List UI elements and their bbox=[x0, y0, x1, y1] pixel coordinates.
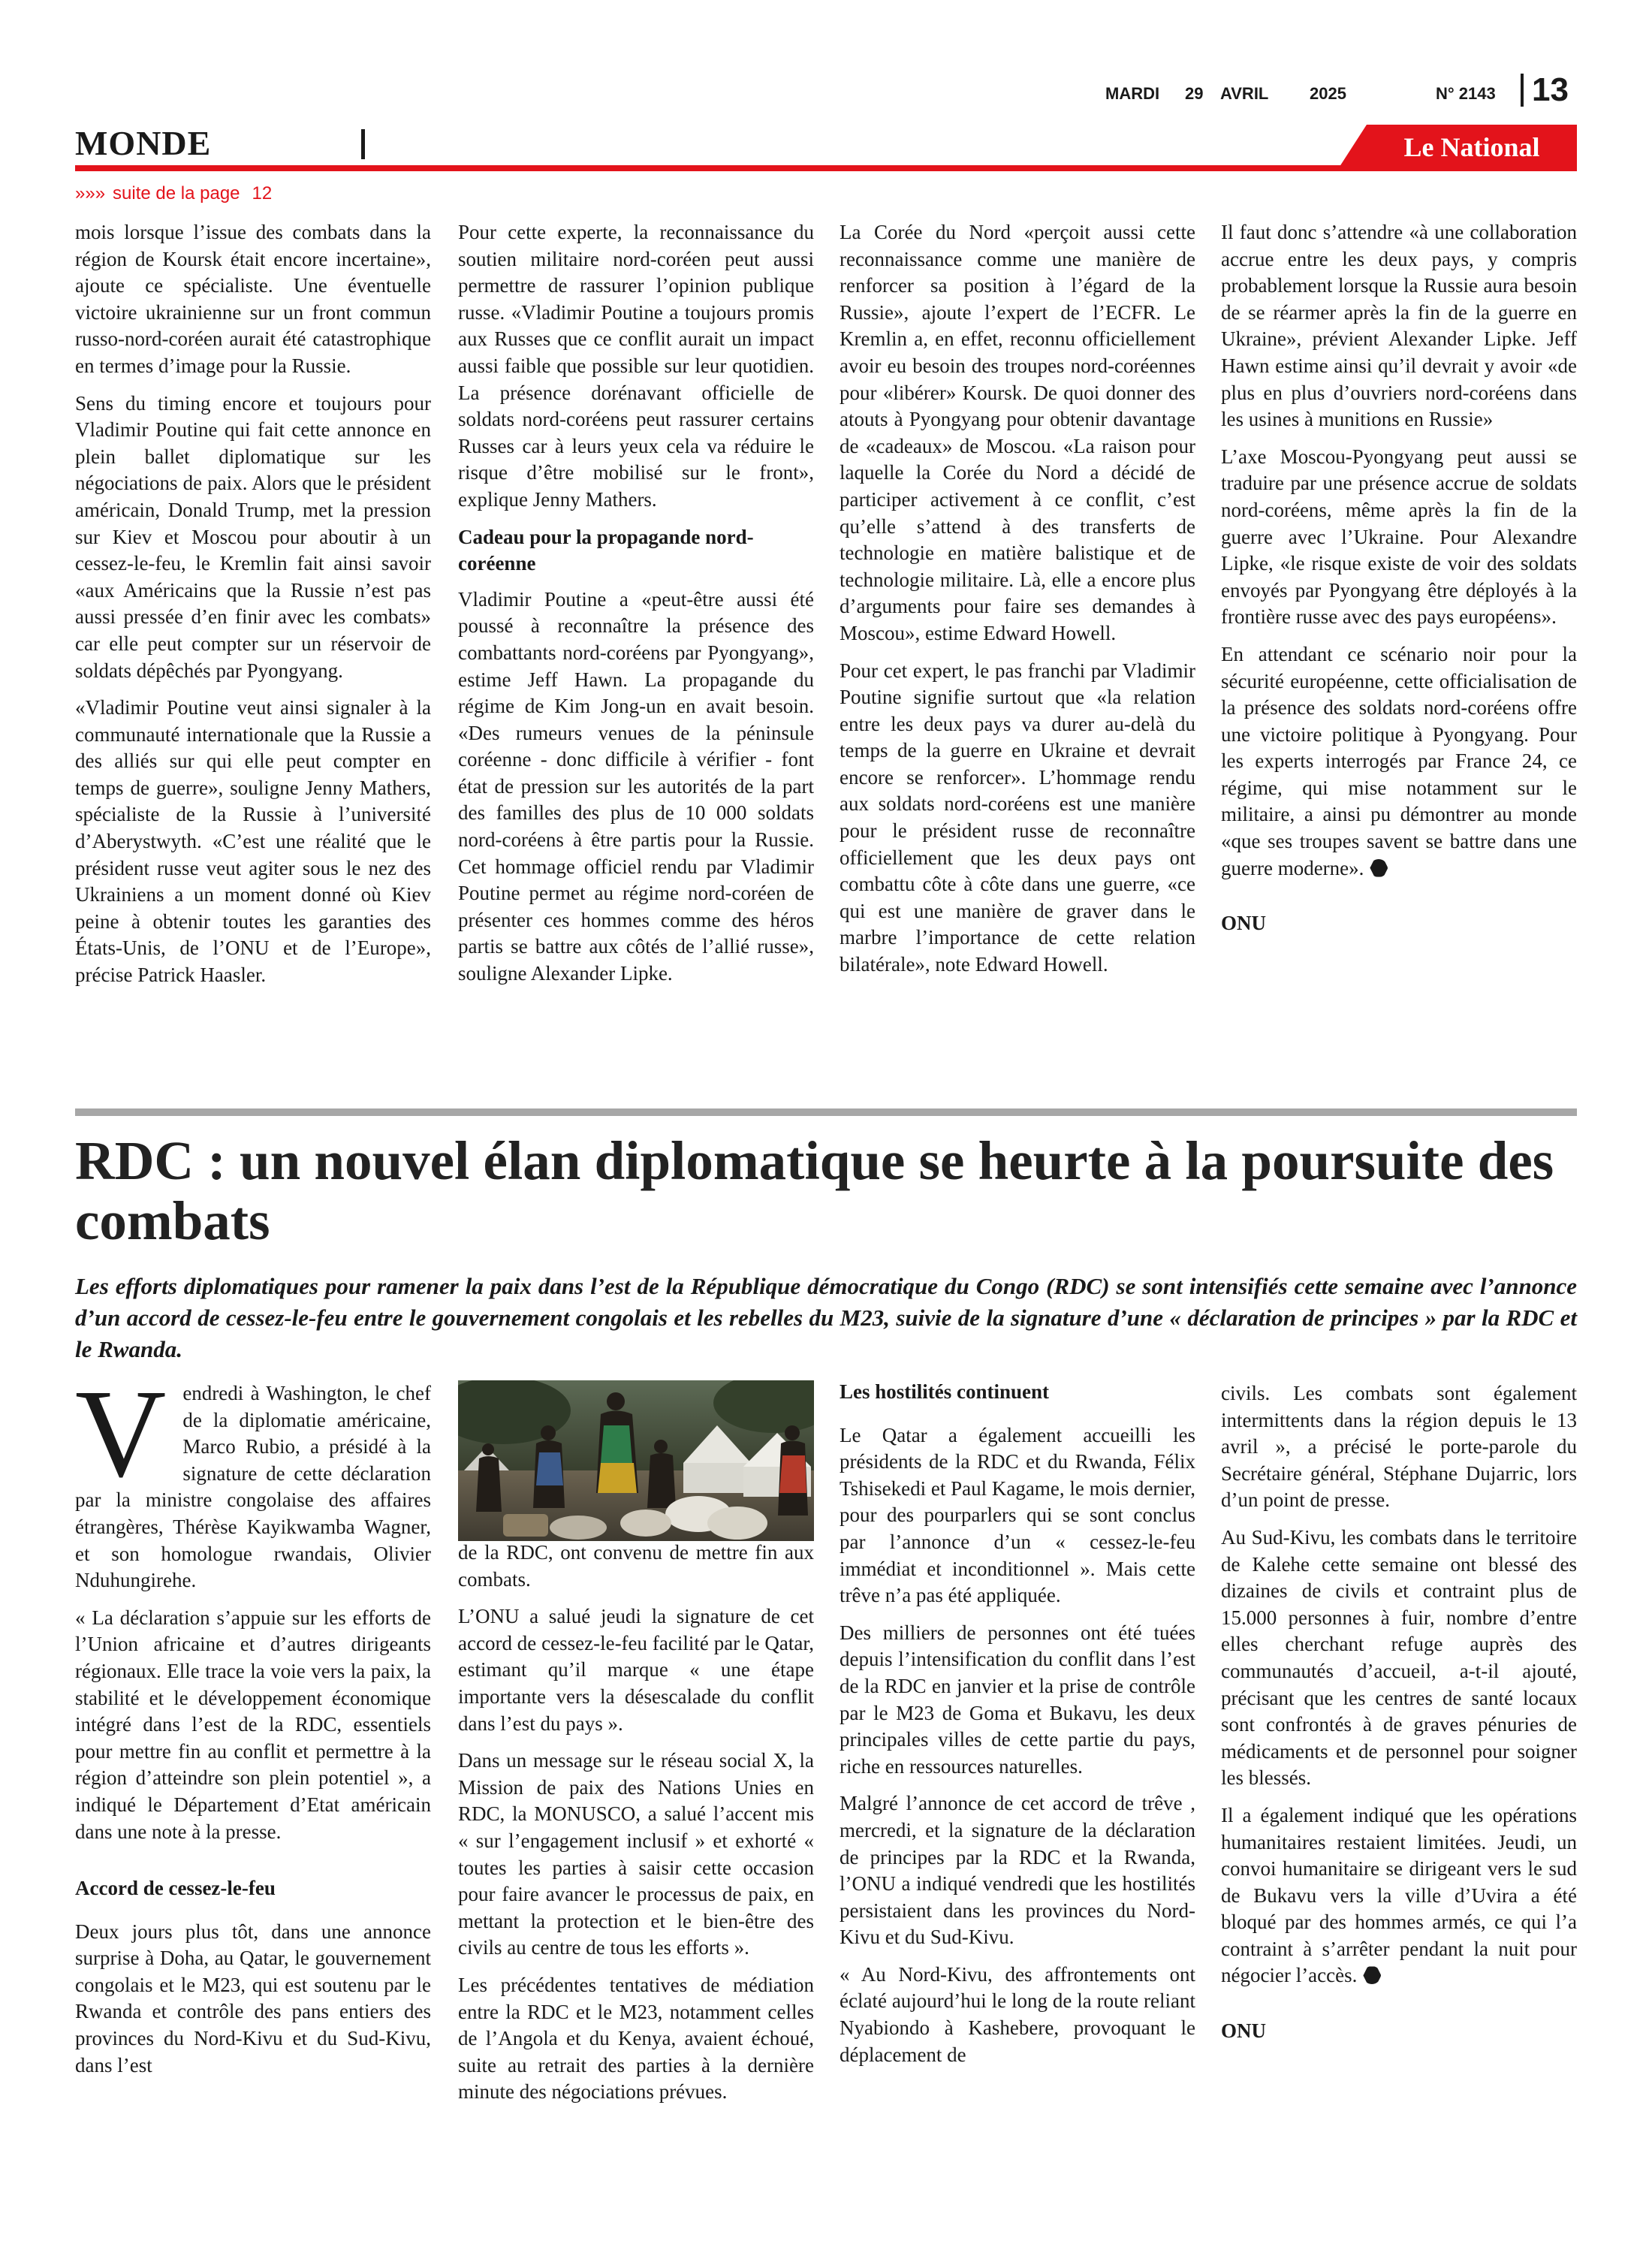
paragraph-text: endredi à Washington, le chef de la diplomatie américaine, Marco Rubio, a présidé à la signature de cette déclaration par la ministre congolaise des affaires étrangères, Thérèse Kayikwamba Wagner, et son homologue rwandais, Olivier Nduhungirehe. bbox=[75, 1382, 431, 1592]
issue-day: MARDI bbox=[1105, 84, 1160, 103]
paragraph: « Au Nord-Kivu, des affrontements ont éclaté aujourd’hui le long de la route reliant Nyabiondo à Kashebere, provoquant le déplacement de bbox=[840, 1962, 1195, 2066]
paragraph: La Corée du Nord «perçoit aussi cette reconnaissance comme une manière de renforcer sa position à l’égard de la Russie», ajoute l’expert de l’ECFR. Le Kremlin a, en effet, reconnu officiellement avoir eu besoin des troupes nord-coréennes pour «libérer» Koursk. De quoi donner des atouts à Pyongyang pour obtenir davantage de «cadeaux» de Moscou. «La raison pour laquelle la Corée du Nord a décidé de participer activement à ce conflit, c’est qu’elle s’attend à des transferts de technologie en matière balistique et de technologie militaire. Là, elle a encore plus d’arguments pour faire ses demandes à Moscou», estime Edward Howell. bbox=[840, 221, 1195, 644]
paragraph: Pour cet expert, le pas franchi par Vladimir Poutine signifie surtout que «la relation entre les deux pays va durer au-delà du temps de la guerre en Ukraine et devrait encore se renforcer». L’hommage rendu aux soldats nord-coréens est une manière pour le président russe de reconnaître officiellement que les deux pays ont combattu côte à côte dans une guerre, «ce qui est une manière de graver dans le marbre l’importance de cette relation bilatérale», note Edward Howell. bbox=[840, 659, 1195, 976]
paragraph: civils. Les combats sont également intermittents dans la région depuis le 13 avril », a précisé le porte-parole du Secrétaire général, Stéphane Dujarric, lors d’un point de presse. bbox=[1221, 1382, 1577, 1512]
paragraph: Dans un message sur le réseau social X, la Mission de paix des Nations Unies en RDC, la MONUSCO, a salué l’accent mis « sur l’engagement inclusif » et exhorté « toutes les parties à saisir cette occasion pour faire avancer le processus de paix, en mettant la protection et le bien-être des civils au centre de tous les efforts ». bbox=[458, 1749, 814, 1959]
subheading: Cadeau pour la propagande nord-coréenne bbox=[458, 525, 754, 575]
paragraph: Sens du timing encore et toujours pour Vladimir Poutine qui fait cette annonce en plein ballet diplomatique sur les négociations de paix. Alors que le président américain, Donald Trump, met la pression sur Kiev et Moscou pour aboutir à un cessez-le-feu, le Kremlin fait ainsi savoir «aux Américains que la Russie n’est pas aussi pressée d’en finir avec les combats» car elle peut compter sur un réservoir de soldats dépêchés par Pyongyang. bbox=[75, 391, 431, 682]
paragraph: mois lorsque l’issue des combats dans la région de Koursk était encore incertaine», ajoute ce spécialiste. Une éventuelle victoire ukrainienne sur un front commun russo-nord-coréen aurait été catastrophique en termes d’image pour la Russie. bbox=[75, 221, 431, 377]
continued-from bbox=[75, 183, 272, 204]
paragraph: Pour cette experte, la reconnaissance du soutien militaire nord-coréen peut aussi permettre de rassurer l’opinion publique russe. «Vladimir Poutine a toujours promis aux Russes que ce conflit aurait un impact aussi faible que possible sur leur quotidien. La présence dorénavant officielle de soldats nord-coréens peut rassurer certains Russes car à leurs yeux cela va réduire le risque d’être mobilisé sur le front», explique Jenny Mathers. bbox=[458, 221, 814, 511]
continued-arrows-icon: »»» bbox=[75, 183, 106, 204]
issue-month: AVRIL bbox=[1220, 84, 1269, 103]
first-paragraph bbox=[75, 1364, 431, 1594]
continued-page: 12 bbox=[252, 183, 273, 204]
article-separator bbox=[75, 1108, 1577, 1116]
issue-meta bbox=[1105, 78, 1511, 108]
bottom-article-column-1 bbox=[75, 1364, 431, 2089]
subheading: Les hostilités continuent bbox=[840, 1380, 1050, 1403]
top-article-column-3 bbox=[840, 219, 1195, 989]
paragraph: Vladimir Poutine a «peut-être aussi été poussé à reconnaître la présence des combattants nord-coréens par Pyongyang», estime Jeff Hawn. La propagande du régime de Kim Jong-un en avait besoin. «Des rumeurs venues de la péninsule coréenne - donc difficile à vérifier - font état de pression sur les autorités de la part des familles des plus de 10 000 soldats nord-coréens à être partis pour la Russie. Cet hommage officiel rendu par Vladimir Poutine permet au régime nord-coréen de présenter ces hommes comme des héros partis se battre aux côtés de l’allié russe», souligne Alexander Lipke. bbox=[458, 587, 814, 985]
paragraph: Les précédentes tentatives de médiation entre la RDC et le M23, notamment celles de l’Angola et du Kenya, avaient échoué, suite au retrait des parties à la dernière minute des négociations prévues. bbox=[458, 1973, 814, 2104]
section-title: MONDE bbox=[75, 124, 212, 162]
end-mark-icon bbox=[1370, 859, 1388, 877]
paragraph bbox=[1221, 1802, 1577, 1989]
photo-displaced-people bbox=[458, 1380, 814, 1541]
article-signoff: ONU bbox=[1221, 912, 1266, 935]
end-mark-icon bbox=[1363, 1966, 1381, 1984]
paragraph: « La déclaration s’appuie sur les efforts de l’Union africaine et d’autres dirigeants régionaux. Elle trace la voie vers la paix, la stabilité et le développement économique intégré dans l’est de la RDC, essentiels pour mettre fin au conflit et permettre à la région d’atteindre son plein potentiel », a indiqué le Département d’Etat américain dans une note à la presse. bbox=[75, 1606, 431, 1843]
issue-number: N° 2143 bbox=[1436, 84, 1496, 103]
bottom-article-column-3 bbox=[840, 1379, 1195, 2079]
paragraph: «Vladimir Poutine veut ainsi signaler à la communauté internationale que la Russie a des alliés sur qui elle peut compter en temps de guerre», souligne Jenny Mathers, spécialiste de la Russie à l’université d’Aberystwyth. «C’est une réalité que le président russe veut agiter sous le nez des Ukrainiens a un moment donné où Kiev peine à obtenir toutes les garanties des États-Unis, de l’ONU et de l’Europe», précise Patrick Haasler. bbox=[75, 696, 431, 987]
top-article-column-1 bbox=[75, 219, 431, 1000]
bottom-article-column-4 bbox=[1221, 1380, 1577, 2055]
paragraph: Malgré l’annonce de cet accord de trêve , mercredi, et la signature de la déclaration de principes par la RDC et la Rwanda, l’ONU a indiqué vendredi que les hostilités persistaient dans les provinces du Nord-Kivu et du Sud-Kivu. bbox=[840, 1792, 1195, 1949]
paragraph: L’ONU a salué jeudi la signature de cet accord de cessez-le-feu facilité par le Qatar, estimant qu’il marque « une étape importante vers la désescalade du conflit dans l’est du pays ». bbox=[458, 1605, 814, 1735]
issue-year: 2025 bbox=[1310, 84, 1346, 103]
paragraph: de la RDC, ont convenu de mettre fin aux combats. bbox=[458, 1541, 814, 1591]
subheading: Accord de cessez-le-feu bbox=[75, 1877, 276, 1900]
paragraph bbox=[1221, 641, 1577, 882]
continued-text: suite de la page bbox=[113, 183, 240, 204]
paragraph: Au Sud-Kivu, les combats dans le territoire de Kalehe cette semaine ont blessé des dizaines de civils et contraint plus de 15.000 personnes à fuir, nombre d’entre elles cherchant refuge auprès des communautés d’accueil, a-t-il ajouté, précisant que les centres de santé locaux sont confrontés à de graves pénuries de médicaments et de personnel pour soigner les blessés. bbox=[1221, 1525, 1577, 1790]
brand-name: Le National bbox=[1403, 132, 1540, 162]
news-photo bbox=[458, 1380, 814, 1541]
paragraph-text: En attendant ce scénario noir pour la sécurité européenne, cette officialisation de la présence des soldats nord-coréens offre une victoire politique à Pyongyang. Pour les experts interrogés par France 24, ce régime, qui mise notamment sur le militaire, a ainsi pu démontrer au monde «que ses troupes savent se battre dans une guerre moderne». bbox=[1221, 642, 1577, 879]
article-headline: RDC : un nouvel élan diplomatique se heurte à la poursuite des combats bbox=[75, 1130, 1554, 1251]
drop-cap: V bbox=[75, 1364, 167, 1504]
paragraph: L’axe Moscou-Pyongyang peut aussi se traduire par une présence accrue de soldats nord-coréens, même après la fin de la guerre avec l’Ukraine. Pour Alexandre Lipke, «le risque existe de voir des soldats envoyés par Pyongyang être déployés à la frontière russe avec des pays européens». bbox=[1221, 445, 1577, 629]
paragraph: Il faut donc s’attendre «à une collaboration accrue entre les deux pays, y compris probablement lorsque la Russie aura besoin de se réarmer après la fin de la guerre en Ukraine», prévient Alexander Lipke. Jeff Hawn estime ainsi qu’il devrait y avoir «de plus en plus d’ouvriers nord-coréens dans les usines à munitions en Russie» bbox=[1221, 221, 1577, 431]
top-article-column-4 bbox=[1221, 219, 1577, 948]
section-bar bbox=[361, 129, 365, 159]
issue-date: 29 bbox=[1185, 84, 1204, 103]
article-signoff: ONU bbox=[1221, 2019, 1266, 2043]
page-number: 13 bbox=[1532, 71, 1569, 108]
paragraph: Des milliers de personnes ont été tuées depuis l’intensification du conflit dans l’est de la RDC en janvier et la prise de contrôle par le M23 de Goma et Bukavu, les deux principales villes de cette partie du pays, riche en ressources naturelles. bbox=[840, 1621, 1195, 1778]
bottom-article-column-2 bbox=[458, 1540, 814, 2116]
paragraph-text: Il a également indiqué que les opérations humanitaires restaient limitées. Jeudi, un convoi humanitaire se dirigeant vers le sud de Bukavu vers la ville d’Uvira a été bloqué par des hommes armés, ce qui l’a contraint à s’arrêter pendant la nuit pour négocier l’accès. bbox=[1221, 1803, 1577, 1987]
top-article-column-2 bbox=[458, 219, 814, 998]
article-lead: Les efforts diplomatiques pour ramener la paix dans l’est de la République démocratique du Congo (RDC) se sont intensifiés cette semaine avec l’annonce d’un accord de cessez-le-feu entre le gouvernement congolais et les rebelles du M23, suivie de la signature d’une « déclaration de principes » par la RDC et le Rwanda. bbox=[75, 1273, 1577, 1362]
header-divider bbox=[1521, 74, 1524, 107]
paragraph: Le Qatar a également accueilli les présidents de la RDC et du Rwanda, Félix Tshisekedi et Paul Kagame, le mois dernier, pour des pourparlers qui se sont conclus par l’annonce d’un « cessez-le-feu immédiat et inconditionnel ». Mais cette trêve n’a pas été appliquée. bbox=[840, 1423, 1195, 1607]
paragraph: Deux jours plus tôt, dans une annonce surprise à Doha, au Qatar, le gouvernement congolais et le M23, qui est soutenu par le Rwanda et contrôle des pans entiers des provinces du Nord-Kivu et du Sud-Kivu, dans l’est bbox=[75, 1920, 431, 2077]
